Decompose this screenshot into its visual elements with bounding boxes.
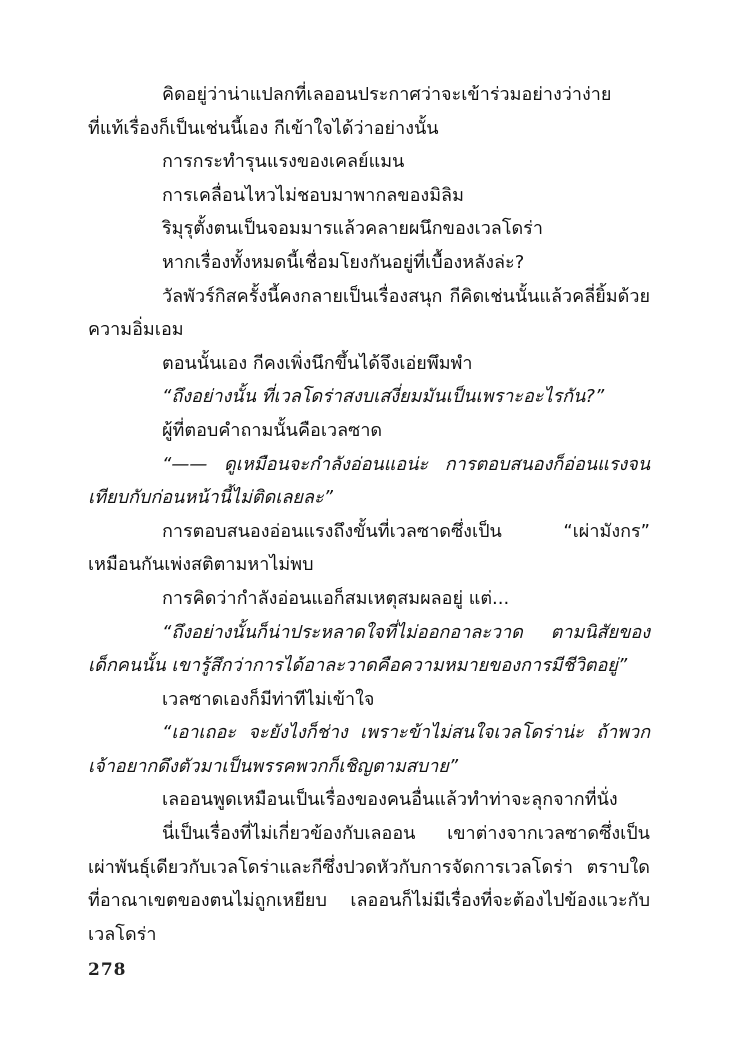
paragraph-11: เวลซาดเองก็มีท่าทีไม่เข้าใจ [162, 688, 375, 710]
paragraph-10: การคิดว่ากำลังอ่อนแอก็สมเหตุสมผลอยู่ แต่... [162, 587, 510, 609]
body-text [88, 78, 650, 951]
dialogue-3: “ถึงอย่างนั้นก็น่าประหลาดใจที่ไม่ออกอาละวาด ตามนิสัยของเด็กคนนั้น เขารู้สึกว่าการได้อาละวาดคือความหมายของการมีชีวิตอยู่” [88, 621, 650, 677]
paragraph-13: นี่เป็นเรื่องที่ไม่เกี่ยวข้องกับเลออน เขาต่างจากเวลซาดซึ่งเป็นเผ่าพันธุ์เดียวกับเวลโดร่าและกีซึ่งปวดหัวกับการจัดการเวลโดร่า ตราบใดที่อาณาเขตของตนไม่ถูกเหยียบ เลออนก็ไม่มีเรื่องที่จะต้องไปข้องแวะกับเวลโดร่า [88, 823, 650, 945]
paragraph-6: วัลพัวร์กิสครั้งนี้คงกลายเป็นเรื่องสนุก กีคิดเช่นนั้นแล้วคลี่ยิ้มด้วยความอิ่มเอม [88, 285, 650, 341]
page-number: 278 [88, 960, 127, 980]
paragraph-12: เลออนพูดเหมือนเป็นเรื่องของคนอื่นแล้วทำท่าจะลุกจากที่นั่ง [162, 789, 618, 811]
dialogue-4: “เอาเถอะ จะยังไงก็ช่าง เพราะข้าไม่สนใจเวลโดร่าน่ะ ถ้าพวกเจ้าอยากดึงตัวมาเป็นพรรคพวกก็เชิญตามสบาย” [88, 722, 650, 777]
paragraph-2: การกระทำรุนแรงของเคลย์แมน [162, 151, 405, 173]
paragraph-5: หากเรื่องทั้งหมดนี้เชื่อมโยงกันอยู่ที่เบื้องหลังล่ะ? [162, 251, 525, 273]
paragraph-7: ตอนนั้นเอง กีคงเพิ่งนึกขึ้นได้จึงเอ่ยพึมพำ [162, 352, 473, 374]
paragraph-8: ผู้ที่ตอบคำถามนั้นคือเวลซาด [162, 419, 383, 441]
dialogue-1: “ถึงอย่างนั้น ที่เวลโดร่าสงบเสงี่ยมมันเป็นเพราะอะไรกัน?” [162, 386, 605, 408]
paragraph-9: การตอบสนองอ่อนแรงถึงขั้นที่เวลซาดซึ่งเป็น “เผ่ามังกร” เหมือนกันเพ่งสติตามหาไม่พบ [88, 520, 650, 576]
paragraph-1: คิดอยู่ว่าน่าแปลกที่เลออนประกาศว่าจะเข้าร่วมอย่างว่าง่าย ที่แท้เรื่องก็เป็นเช่นนี้เอง กีเข้าใจได้ว่าอย่างนั้น [88, 84, 612, 139]
paragraph-4: ริมุรุตั้งตนเป็นจอมมารแล้วคลายผนึกของเวลโดร่า [162, 218, 543, 240]
paragraph-3: การเคลื่อนไหวไม่ชอบมาพากลของมิลิม [162, 184, 464, 206]
dialogue-2: “—— ดูเหมือนจะกำลังอ่อนแอน่ะ การตอบสนองก็อ่อนแรงจนเทียบกับก่อนหน้านี้ไม่ติดเลยละ” [88, 453, 650, 509]
